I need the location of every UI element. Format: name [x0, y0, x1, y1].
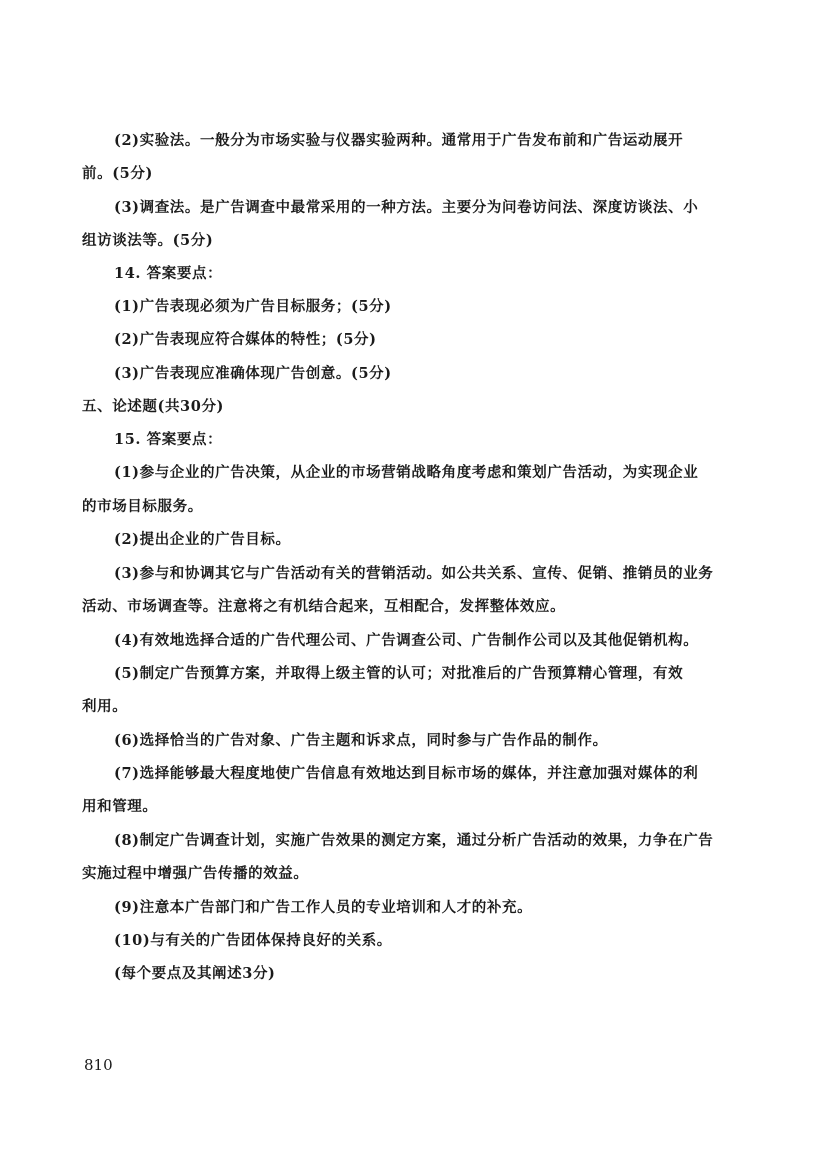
q15-item-8-line-2: 实施过程中增强广告传播的效益。	[82, 865, 309, 882]
q15-item-10: (10)与有关的广告团体保持良好的关系。	[114, 932, 392, 949]
q15-item-3-line-2: 活动、市场调查等。注意将之有机结合起来，互相配合，发挥整体效应。	[82, 598, 566, 615]
q13-item-2-line-2: 前。(5分)	[82, 165, 153, 182]
q14-item-3: (3)广告表现应准确体现广告创意。(5分)	[114, 365, 392, 382]
q15-item-4: (4)有效地选择合适的广告代理公司、广告调查公司、广告制作公司以及其他促销机构。	[114, 632, 699, 649]
q15-item-7-line-2: 用和管理。	[82, 798, 158, 815]
q15-item-2: (2)提出企业的广告目标。	[114, 531, 291, 548]
q13-item-3-line-2: 组访谈法等。(5分)	[82, 232, 214, 249]
q15-heading: 15. 答案要点：	[114, 431, 223, 448]
q15-item-6: (6)选择恰当的广告对象、广告主题和诉求点，同时参与广告作品的制作。	[114, 732, 608, 749]
q15-item-5-line-2: 利用。	[82, 698, 128, 715]
q14-item-2: (2)广告表现应符合媒体的特性；(5分)	[114, 331, 377, 348]
page-number: 810	[84, 1056, 113, 1074]
q15-item-1-line-2: 的市场目标服务。	[82, 498, 203, 515]
q14-heading: 14. 答案要点：	[114, 265, 223, 282]
q13-item-2-line-1: (2)实验法。一般分为市场实验与仪器实验两种。通常用于广告发布前和广告运动展开	[114, 132, 684, 149]
q14-item-1: (1)广告表现必须为广告目标服务；(5分)	[114, 298, 392, 315]
q13-item-3-line-1: (3)调查法。是广告调查中最常采用的一种方法。主要分为问卷访问法、深度访谈法、小	[114, 199, 699, 216]
q15-item-5-line-1: (5)制定广告预算方案，并取得上级主管的认可；对批准后的广告预算精心管理，有效	[114, 665, 684, 682]
q15-item-7-line-1: (7)选择能够最大程度地使广告信息有效地达到目标市场的媒体，并注意加强对媒体的利	[114, 765, 699, 782]
q15-item-1-line-1: (1)参与企业的广告决策，从企业的市场营销战略角度考虑和策划广告活动，为实现企业	[114, 464, 699, 481]
q15-item-9: (9)注意本广告部门和广告工作人员的专业培训和人才的补充。	[114, 899, 533, 916]
section-5-heading: 五、论述题(共30分)	[82, 398, 224, 415]
q15-scoring-note: (每个要点及其阐述3分)	[114, 965, 276, 982]
q15-item-8-line-1: (8)制定广告调查计划，实施广告效果的测定方案，通过分析广告活动的效果，力争在广告	[114, 832, 714, 849]
q15-item-3-line-1: (3)参与和协调其它与广告活动有关的营销活动。如公共关系、宣传、促销、推销员的业务	[114, 565, 714, 582]
